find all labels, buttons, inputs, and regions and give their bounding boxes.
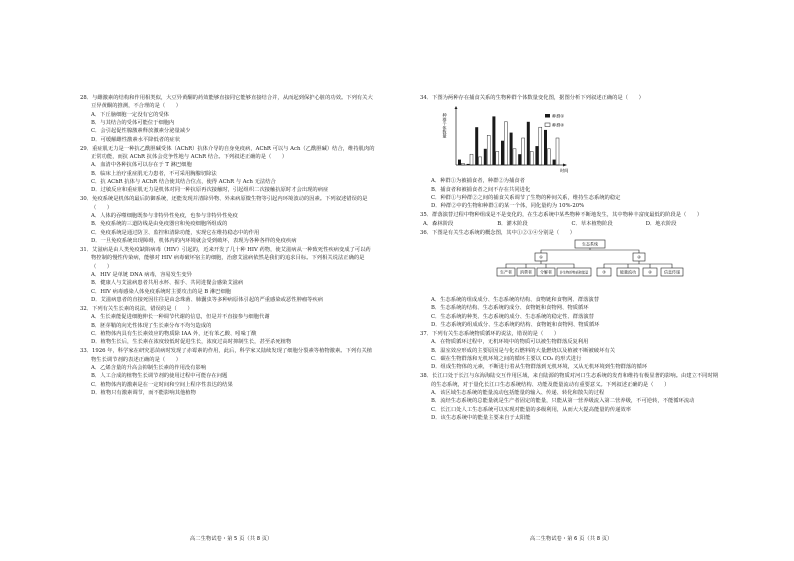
question-38 bbox=[420, 372, 720, 422]
diagram-consumer: 消费者 bbox=[520, 269, 532, 275]
option-a: A．生态系统的组成成分、生态系统的结构、食物链和食物网、群落演替 bbox=[431, 296, 600, 303]
question-34 bbox=[420, 94, 720, 211]
ecosystem-concept-diagram bbox=[495, 238, 685, 294]
diagram-node-3: ③ bbox=[602, 269, 606, 275]
option-d: D．植物生长后，生长素在浓度较低时促进生长，浓度过高时抑制生长，甚至杀死植物 bbox=[91, 339, 292, 346]
option-c: C．抗 AChR 抗体与 AChR 结合使其结合位点，使得 AChR 与 Ach 无法结合 bbox=[91, 179, 276, 186]
bar-2-9 bbox=[530, 152, 533, 166]
chart-ylabel: 种群个体数量 bbox=[442, 113, 448, 139]
legend-label-1: 种群① bbox=[552, 113, 565, 119]
option-d: D．生态系统的组成成分、生态系统的结构、食物链和食物网、物质循环 bbox=[431, 321, 600, 328]
bar-1-10 bbox=[535, 146, 538, 165]
diagram-node-4: ④ bbox=[648, 269, 652, 275]
option-d: D．一旦免疫系统出现障碍，机体内的内环境就会受到破坏，表现为各种各样的免疫疾病 bbox=[91, 238, 297, 245]
option-c: C．草本植物阶段 bbox=[571, 220, 613, 227]
option-d: D．可缓解雌性激素水平降低者的症状 bbox=[91, 136, 180, 143]
option-b: B．免疫系统的三道防线是由免疫器官和免疫细胞所组成的 bbox=[91, 221, 228, 228]
question-28 bbox=[80, 94, 375, 144]
question-stem: 36．下图是有关生态系统的概念图，其中①②③④分别是（ ） bbox=[420, 229, 576, 236]
legend-label-2: 种群② bbox=[552, 122, 565, 128]
option-b: B．温室效应形成的主要原因是与化石燃料的大量燃烧以及植被不断被破坏有关 bbox=[431, 347, 615, 354]
option-d: D．艾滋病患者的直接死因往往是由念珠菌、肺囊虫等多种病原体引起的严重感染或恶性肿瘤等疾病 bbox=[91, 297, 324, 304]
option-a: A．种群①为被捕食者，种群②为捕食者 bbox=[431, 178, 525, 185]
diagram-node-2: ② bbox=[637, 254, 641, 260]
option-b: B．人工合成的植物生长调节剂的使用过程中可能存在问题 bbox=[91, 373, 228, 380]
bar-2-5 bbox=[496, 152, 499, 166]
diagram-energy-flow: 能量流动 bbox=[620, 269, 636, 275]
bar-1-4 bbox=[484, 149, 487, 165]
diagram-abiotic: 非生物的物质和能量 bbox=[559, 270, 589, 275]
option-b: B．与其结合的受体可能位于细胞内 bbox=[91, 120, 175, 127]
question-stem: 32．下列有关生长素的说法，错误的是（ ） bbox=[80, 305, 193, 312]
option-a: A．乙烯含量的升高会抑制生长素的作用没有影响 bbox=[91, 364, 207, 371]
options-row bbox=[420, 220, 720, 228]
page-right bbox=[420, 94, 720, 534]
option-b: B．临床上治疗重症肌无力患者，不可采用胸腺切除法 bbox=[91, 170, 217, 177]
bar-2-7 bbox=[513, 149, 516, 165]
legend-swatch-2 bbox=[545, 123, 550, 127]
question-stem: 30．免疫系统是机体的最后防御系统，还能发现并清除异物、外来病原微生物等引起内环境波动的因素。下列叙述错误的是（ ） bbox=[80, 196, 368, 211]
diagram-node-1: ① bbox=[539, 254, 543, 260]
option-d: D．种群②中的生物和种群①的某一个体，同化量约为 10%-20% bbox=[431, 203, 585, 210]
chart-xlabel: 时间 bbox=[560, 168, 569, 174]
question-stem: 29．重症肌无力是一种抗乙酰胆碱受体（AChR）抗体介导的自身免疫病，AChR 可以与 Ach（乙酰胆碱）结合，维持肌肉的正常功能，而抗 AChR 抗体会竞争性地与 AChR 结合。下列叙述正确的是（ ） bbox=[80, 145, 375, 160]
question-stem: 33．1926 年，科学家在研究恶苗病时发现了赤霉素的作用，此后，科学家又陆续发现了细胞分裂素等植物激素。下列有关植物生长调节剂的表述正确的是（ ） bbox=[80, 348, 373, 363]
diagram-top: 生态系统 bbox=[582, 241, 598, 247]
option-c: C．HIV 病毒感染人体免疫系统时主要攻击的是 B 淋巴细胞 bbox=[91, 288, 232, 295]
page-left bbox=[80, 94, 375, 534]
bar-2-4 bbox=[487, 136, 490, 166]
option-a: A．在物质循环过程中，无机环境中的物质可以被生物群落反复利用 bbox=[431, 339, 589, 346]
legend-swatch-1 bbox=[545, 114, 550, 118]
option-d: D．植物只有激素调节，而不能影响其他植物 bbox=[91, 390, 196, 396]
question-37 bbox=[420, 330, 720, 372]
option-b: B．捕食者和被捕食者之间不存在共同进化 bbox=[431, 186, 531, 193]
option-d: D．过敏反应和重症肌无力是机体对同一种抗原再次接触时，引起组织二次接触抗原时才会出现的病症 bbox=[91, 187, 329, 194]
question-29 bbox=[80, 145, 375, 195]
bar-2-6 bbox=[504, 122, 507, 165]
bar-1-1 bbox=[458, 160, 461, 165]
bar-1-3 bbox=[475, 128, 478, 166]
option-c: C．生态系统的种类、生态系统的成分、生态系统的稳定性、群落演替 bbox=[431, 313, 594, 320]
option-b: B．健康人与艾滋病患者共用水杯、握手、共同进餐会感染艾滋病 bbox=[91, 280, 244, 287]
option-c: C．长江口处人工生态系统可以实现对能量的多级利用，从而大大提高能量的传递效率 bbox=[431, 406, 632, 413]
bar-1-9 bbox=[527, 122, 530, 165]
option-b: B．流经生态系统的总能量就是生产者固定的能量，只能从第一营养级流入第二营养级，不可逆转，不能循环流动 bbox=[431, 398, 695, 405]
diagram-producer: 生产者 bbox=[500, 269, 512, 275]
option-a: A．下丘脑细胞一定没有它的受体 bbox=[91, 111, 169, 118]
option-d: D．该生态系统中的能量主要来自于太阳能 bbox=[431, 414, 531, 421]
option-d: D．组成生物体的元素，不断进行着从生物群落到无机环境，又从无机环境到生物群落的循环 bbox=[431, 364, 648, 371]
bar-1-5 bbox=[492, 117, 495, 166]
option-c: C．碳在生物群落和无机环境之间的循环主要以 CO₂ 的形式进行 bbox=[431, 355, 582, 362]
question-stem: 38．长江口处于长江与东海海陆交互作用区域，来自陆源的物质对河口生态系统的发育和维持有极显著的影响。由建立不同时期的生态系统，对于量化长江口生态系统结构、功能及能量流动有重要意义。下列叙述正确的是（ ） bbox=[420, 373, 719, 388]
bar-1-8 bbox=[518, 155, 521, 166]
question-33 bbox=[80, 347, 375, 397]
bar-2-8 bbox=[522, 138, 525, 165]
question-stem: 28．与雌激素的结构和作用相类似，大豆异黄酮的药效能够直接同它能够直接结合并，从而起到保护心脏的功效。下列有关大豆异黄酮的推测，不合理的是（ ） bbox=[80, 95, 373, 110]
question-31 bbox=[80, 246, 375, 304]
question-stem: 34．下图为两种存在捕食关系的生物种群个体数量变化图，据图分析下列叙述正确的是（ ） bbox=[420, 95, 644, 101]
option-a: A．该区域生态系统的能量流动包括能量的输入、传递、转化和散失的过程 bbox=[431, 389, 605, 396]
option-c: C．种群①与种群②之间的捕食关系调节了生物的种间关系，维持生态系统的稳定 bbox=[431, 195, 621, 202]
option-b: B．胚芽鞘的向光性体现了生长素分布不均匀造成的 bbox=[91, 322, 212, 329]
bar-2-2 bbox=[470, 155, 473, 166]
question-30 bbox=[80, 195, 375, 245]
question-stem: 31．艾滋病是由人类免疫缺陷病毒（HIV）引起的，近来开发了几十种 HIV 药物，使艾滋病从一种致死性疾病变成了可以药物控制的慢性传染病，能够对 HIV 病毒破坏宿主的细胞，治愈艾滋病依然是我们的追求目标。下列相关说法正确的是（ ） bbox=[80, 246, 371, 270]
bar-1-12 bbox=[553, 160, 556, 165]
diagram-decomposer: 分解者 bbox=[540, 269, 552, 275]
population-bar-chart bbox=[442, 103, 592, 175]
option-b: B．生态系统的结构、生态系统的成分、食物链和食物网、物质循环 bbox=[431, 305, 589, 312]
option-c: C．免疫系统是通过防卫、监控和清除功能，实现它在维持稳态中的作用 bbox=[91, 229, 260, 236]
bar-1-6 bbox=[501, 141, 504, 165]
option-d: D．地衣阶段 bbox=[645, 220, 677, 227]
question-stem: 37．下列有关生态系统物质循环的说法，错误的是（ ） bbox=[420, 330, 560, 337]
question-35 bbox=[420, 211, 720, 228]
option-b: B．灌木阶段 bbox=[497, 220, 528, 227]
option-a: A．HIV 是单链 DNA 病毒，容易发生变异 bbox=[91, 272, 192, 278]
page-footer-right: 高二生物试卷・第 6 页（共 8 页） bbox=[530, 536, 613, 542]
option-c: C．植物体内具有生长素效应的物质除 IAA 外，还有苯乙酸、吲哚丁酸 bbox=[91, 331, 257, 337]
bar-2-3 bbox=[479, 157, 482, 165]
diagram-info-transfer: 信息传递 bbox=[664, 269, 680, 275]
question-36 bbox=[420, 229, 720, 330]
bar-2-12 bbox=[556, 138, 559, 165]
option-a: A．血清中各种抗体可以存在于 T 淋巴细胞 bbox=[91, 162, 192, 169]
bar-1-7 bbox=[510, 133, 513, 165]
option-c: C．会引起促性腺激素释放激素分泌量减少 bbox=[91, 128, 191, 135]
page-footer-left: 高二生物试卷・第 5 页（共 8 页） bbox=[190, 536, 273, 542]
option-a: A．人体的吞噬细胞既参与非特异性免疫，也参与非特异性免疫 bbox=[91, 213, 238, 219]
question-32 bbox=[80, 305, 375, 347]
bar-2-10 bbox=[539, 128, 542, 166]
option-a: A．生长素能促进细胞伸长一种调节代谢的信息，但是并不直接参与细胞代谢 bbox=[91, 314, 270, 321]
bar-1-11 bbox=[544, 130, 547, 165]
option-c: C．植物体内的激素是在一定时间和空间上程序性表达的结果 bbox=[91, 381, 233, 388]
bar-2-11 bbox=[547, 149, 550, 165]
option-a: A．森林阶段 bbox=[423, 220, 454, 227]
question-stem: 35．群落演替过程中物种组成是不是变化的，在生态系统中某些物种不断地发生，其中物种丰富度最低的阶段是（ ） bbox=[420, 212, 703, 219]
